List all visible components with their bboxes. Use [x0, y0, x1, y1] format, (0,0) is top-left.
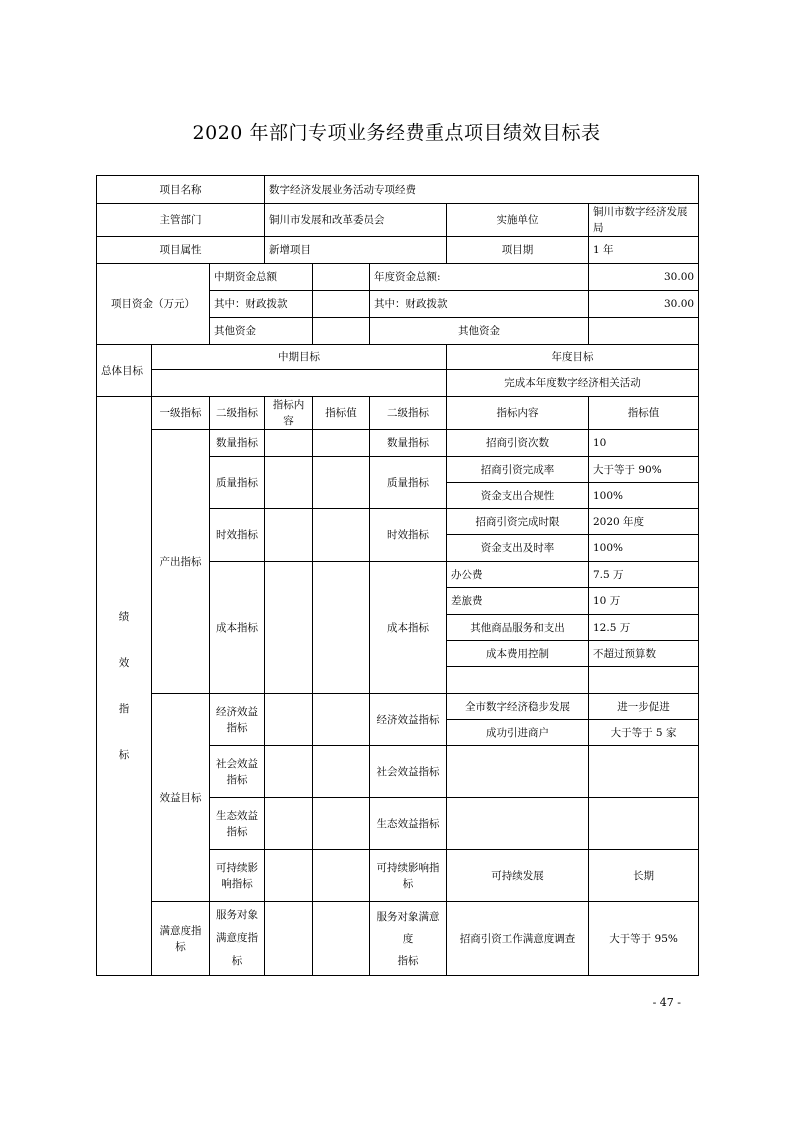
satisfaction-r [370, 902, 447, 976]
annual-other-label: 其他资金 [370, 318, 589, 345]
header-content: 指标内容 [265, 397, 313, 430]
timeliness-l: 时效指标 [210, 509, 265, 562]
mid-other-value [313, 318, 370, 345]
quality-l: 质量指标 [210, 457, 265, 509]
table-row-content: 资金支出合规性 [447, 483, 589, 509]
table-row-content: 招商引资工作满意度调查 [447, 902, 589, 976]
table-row-content: 成功引进商户 [447, 720, 589, 746]
header-value: 指标值 [313, 397, 370, 430]
economic-l [210, 694, 265, 746]
table-row-content: 办公费 [447, 562, 589, 588]
table-row-content: 可持续发展 [447, 850, 589, 902]
table-row-value: 100% [589, 483, 699, 509]
mid-goal-header: 中期目标 [152, 345, 447, 370]
goals-label: 总体目标 [97, 345, 152, 397]
impl-label: 实施单位 [447, 204, 589, 237]
perf-label [97, 397, 152, 976]
annual-fiscal-value: 30.00 [589, 291, 699, 318]
project-name: 数字经济发展业务活动专项经费 [265, 176, 699, 204]
table-row-value: 进一步促进 [589, 694, 699, 720]
social-r: 社会效益指标 [370, 746, 447, 798]
header-value-b: 指标值 [589, 397, 699, 430]
satisfaction-l [210, 902, 265, 976]
cost-r: 成本指标 [370, 562, 447, 694]
table-row-value: 大于等于 95% [589, 902, 699, 976]
table-row-value: 100% [589, 535, 699, 562]
mid-other-label: 其他资金 [210, 318, 313, 345]
header-content-b: 指标内容 [447, 397, 589, 430]
performance-table [96, 175, 699, 976]
social-l-line: 指标 [226, 773, 248, 786]
perf-label-char: 效 [118, 657, 130, 669]
table-row-content: 其他商品服务和支出 [447, 615, 589, 641]
table-row-value: 大于等于 5 家 [589, 720, 699, 746]
attr-label: 项目属性 [97, 237, 265, 264]
mid-total-label: 中期资金总额 [210, 264, 313, 291]
table-row-content: 差旅费 [447, 588, 589, 615]
table-row-content: 招商引资完成率 [447, 457, 589, 483]
mid-total-value [313, 264, 370, 291]
sustain-l [210, 850, 265, 902]
satisfaction-l-line: 标 [231, 955, 243, 967]
attr: 新增项目 [265, 237, 447, 264]
perf-label-char: 绩 [118, 611, 130, 623]
table-row-value: 长期 [589, 850, 699, 902]
dept-label: 主管部门 [97, 204, 265, 237]
eco-l-line: 生态效益 [216, 809, 258, 822]
economic-l-line: 指标 [226, 721, 248, 734]
funds-label: 项目资金（万元） [97, 264, 210, 345]
header-l2: 二级指标 [210, 397, 265, 430]
satisfaction-l-line: 满意度指 [216, 932, 258, 944]
quantity-l: 数量指标 [210, 430, 265, 457]
table-row-content: 全市数字经济稳步发展 [447, 694, 589, 720]
eco-l-line: 指标 [226, 825, 248, 838]
table-row-value: 大于等于 90% [589, 457, 699, 483]
table-row-value: 7.5 万 [589, 562, 699, 588]
mid-goal-text [152, 370, 447, 397]
eco-l [210, 798, 265, 850]
header-l2b: 二级指标 [370, 397, 447, 430]
page-title: 2020 年部门专项业务经费重点项目绩效目标表 [192, 122, 601, 144]
eco-r: 生态效益指标 [370, 798, 447, 850]
output-label: 产出指标 [152, 430, 210, 694]
period-label: 项目期 [447, 237, 589, 264]
timeliness-r: 时效指标 [370, 509, 447, 562]
table-row-content: 招商引资次数 [447, 430, 589, 457]
annual-goal-text: 完成本年度数字经济相关活动 [447, 370, 699, 397]
annual-total-label: 年度资金总额: [370, 264, 589, 291]
economic-l-line: 经济效益 [216, 705, 258, 718]
satisfaction-label: 满意度指标 [152, 902, 210, 976]
quantity-r: 数量指标 [370, 430, 447, 457]
table-row-content: 招商引资完成时限 [447, 509, 589, 535]
annual-goal-header: 年度目标 [447, 345, 699, 370]
cost-l: 成本指标 [210, 562, 265, 694]
social-l-line: 社会效益 [216, 757, 258, 770]
table-row-value: 10 [589, 430, 699, 457]
project-name-label: 项目名称 [97, 176, 265, 204]
satisfaction-r-line: 指标 [397, 954, 419, 967]
annual-fiscal-label: 其中：财政拨款 [370, 291, 589, 318]
mid-fiscal-label: 其中：财政拨款 [210, 291, 313, 318]
dept: 铜川市发展和改革委员会 [265, 204, 447, 237]
period: 1 年 [589, 237, 699, 264]
table-row-content: 资金支出及时率 [447, 535, 589, 562]
economic-r: 经济效益指标 [370, 694, 447, 746]
mid-fiscal-value [313, 291, 370, 318]
table-row-value: 不超过预算数 [589, 641, 699, 667]
sustain-l-line: 可持续影 [216, 861, 258, 874]
annual-total-value: 30.00 [589, 264, 699, 291]
satisfaction-r-line: 服务对象满意度 [376, 910, 440, 945]
table-row-value: 12.5 万 [589, 615, 699, 641]
impl: 铜川市数字经济发展局 [589, 204, 699, 237]
perf-label-char: 指 [118, 703, 130, 715]
table-row-value: 2020 年度 [589, 509, 699, 535]
satisfaction-l-line: 服务对象 [216, 909, 258, 921]
sustain-r: 可持续影响指标 [370, 850, 447, 902]
annual-other-value [589, 318, 699, 345]
page-number: - 47 - [652, 996, 681, 1009]
social-l [210, 746, 265, 798]
benefit-label: 效益目标 [152, 694, 210, 902]
table-row-value: 10 万 [589, 588, 699, 615]
header-l1: 一级指标 [152, 397, 210, 430]
table-row-content: 成本费用控制 [447, 641, 589, 667]
sustain-l-line: 响指标 [221, 877, 253, 890]
perf-label-char: 标 [118, 749, 130, 761]
quality-r: 质量指标 [370, 457, 447, 509]
